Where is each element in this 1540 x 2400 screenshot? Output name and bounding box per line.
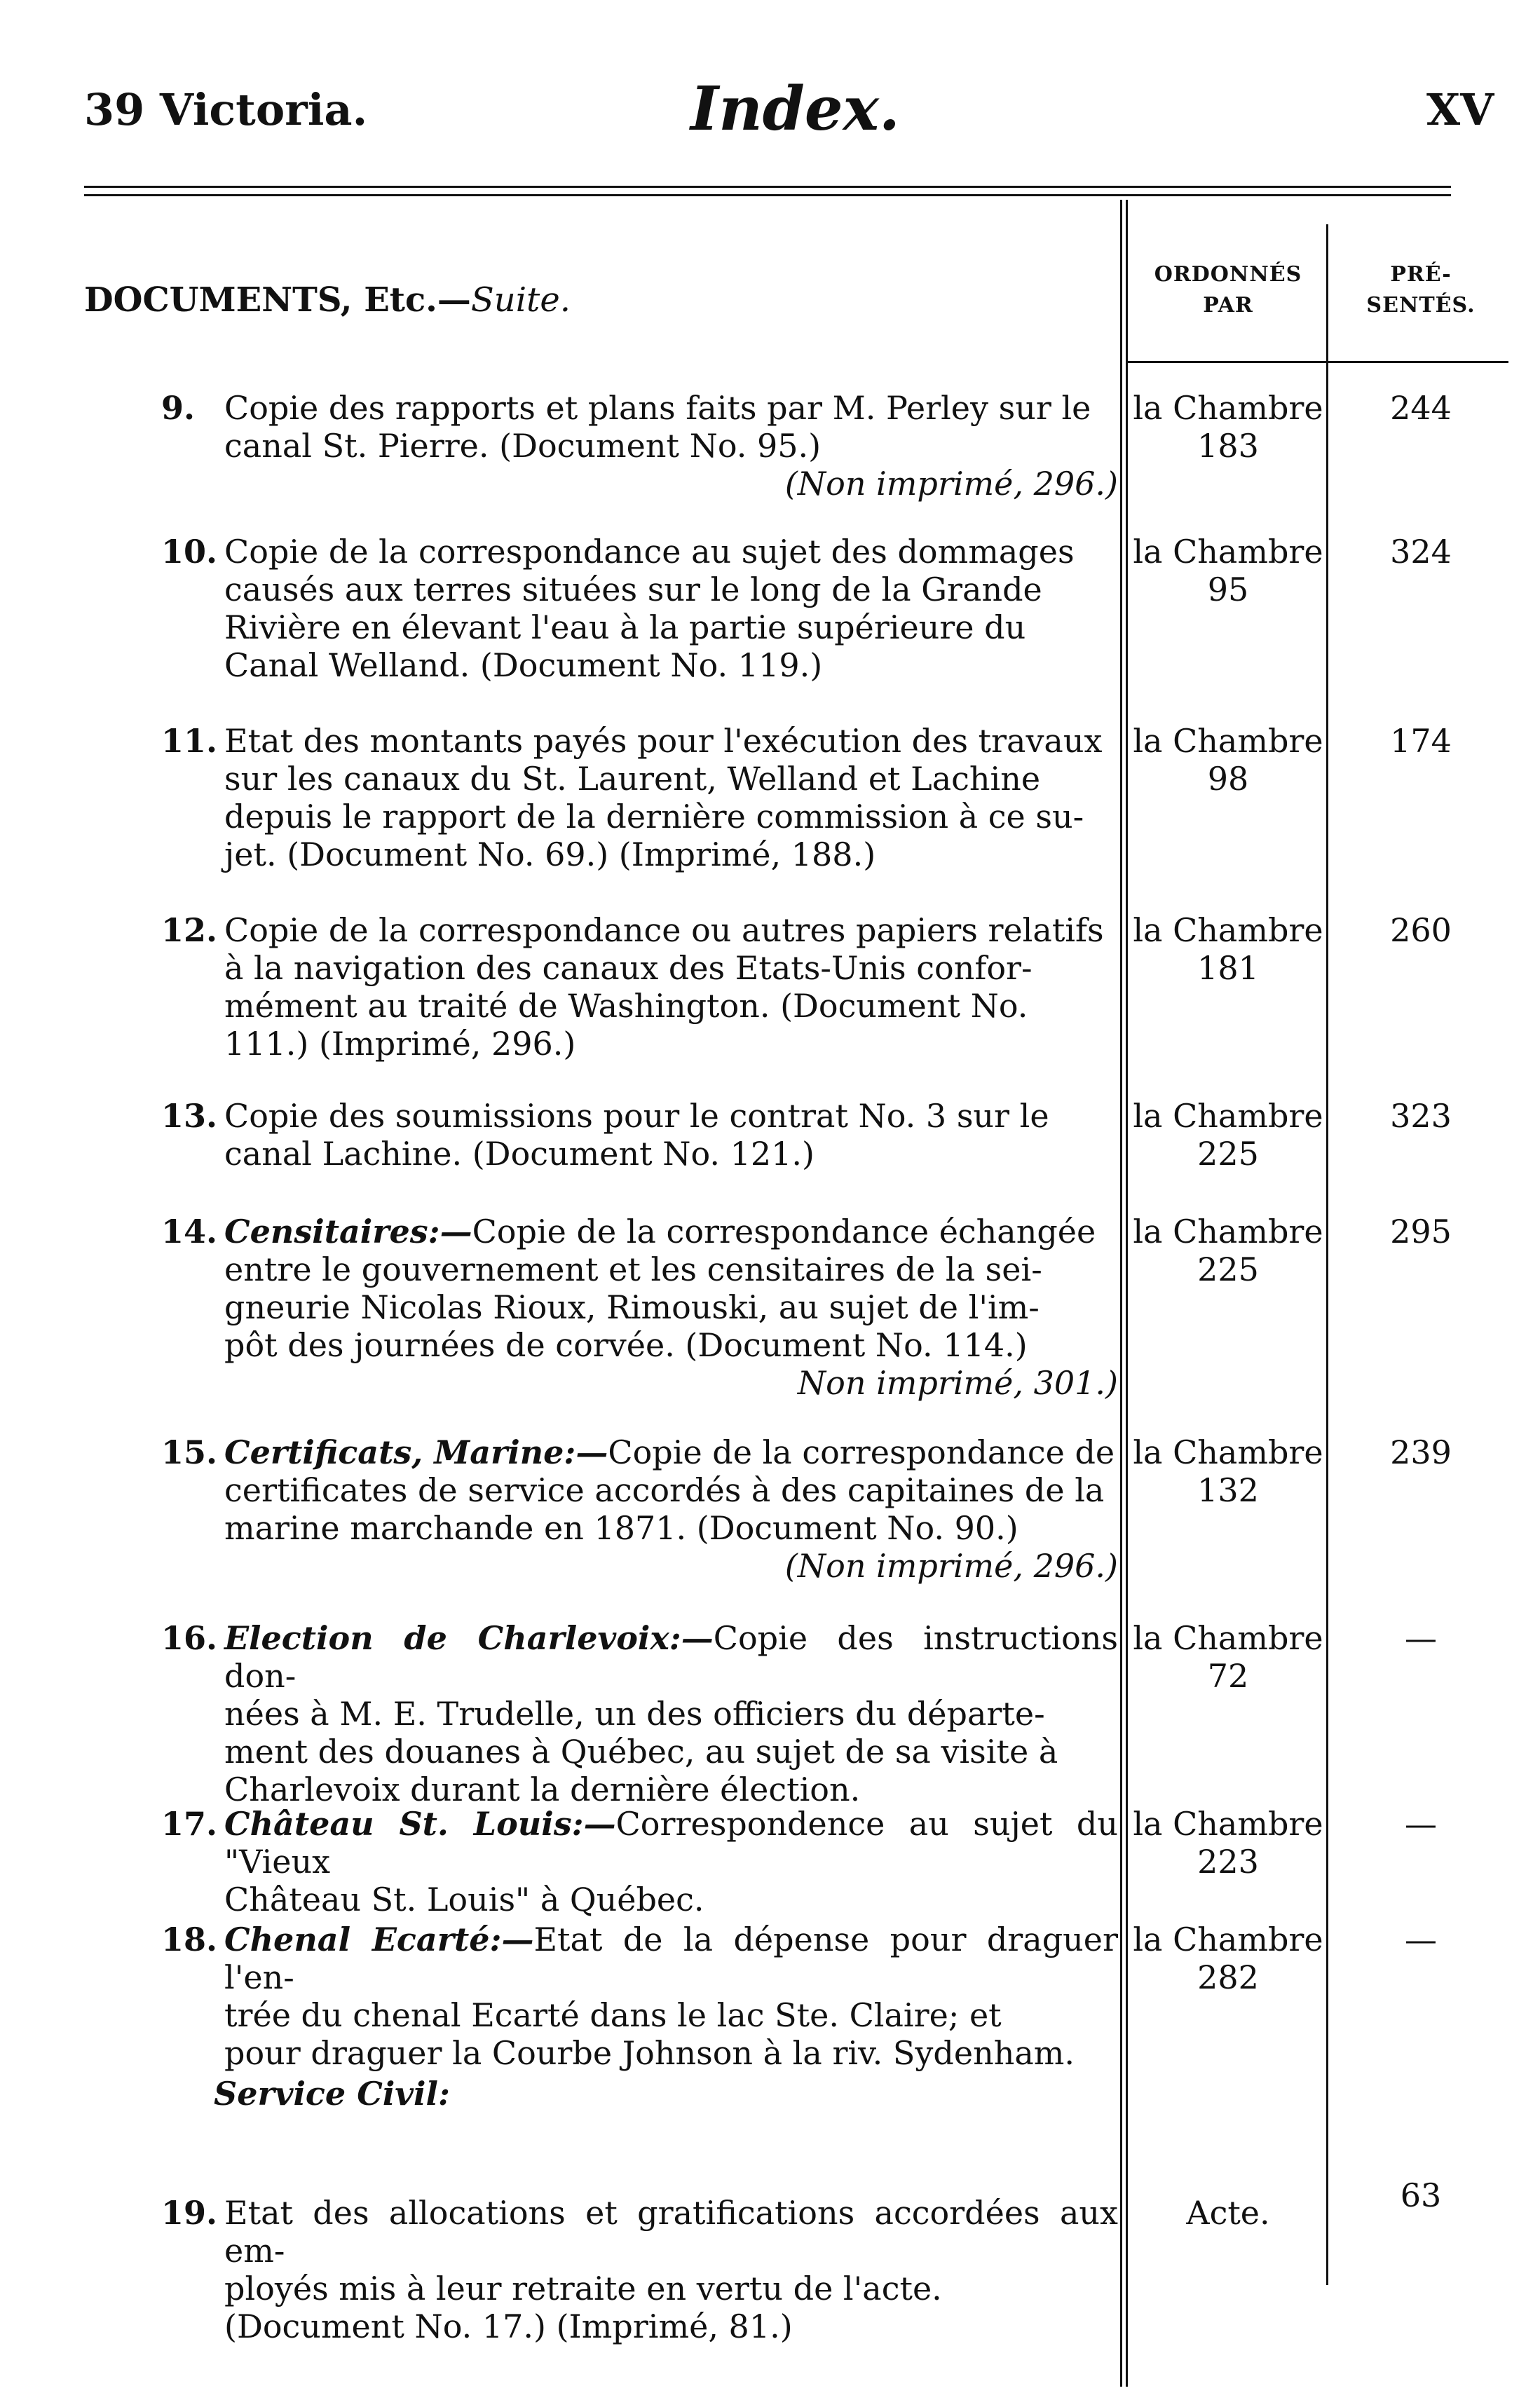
entry-text-line: à la navigation des canaux des Etats-Unis confor- [224,949,1033,987]
entry-text-line: Rivière en élevant l'eau à la partie supérieure du [224,608,1026,646]
entry-number: 11. [161,722,218,760]
entry-presented-number: 295 [1390,1213,1452,1250]
entry-presented-number: — [1405,1805,1437,1843]
entry-text-line [224,1619,1118,1695]
entry-text [224,2194,1118,2345]
section-title-suite: Suite. [470,280,571,320]
entry-number: 10. [161,533,218,571]
ordered-by-body: la Chambre [1133,1433,1323,1471]
entry-text-line: Copie des instructions don- [224,1619,1118,1695]
entry-text [224,1213,1118,1402]
entry-ordered-by [1130,389,1326,465]
column-header-presented [1333,259,1508,321]
entry-number: 12. [161,911,218,949]
ordered-by-body: la Chambre [1133,1097,1323,1135]
entry-presented-number: 244 [1390,389,1452,427]
entry-text [224,1097,1118,1173]
entry-text [224,389,1118,503]
entry-ordered-by [1130,1097,1326,1173]
entry-ordered-by [1130,722,1326,798]
ordered-by-number: 282 [1197,1958,1259,1996]
entry-text-line: causés aux terres situées sur le long de la Grande [224,571,1042,608]
entry-ordered-by [1130,2194,1326,2232]
ordered-by-number: 132 [1197,1471,1259,1509]
entry-text-line: certificates de service accordés à des capitaines de la [224,1471,1105,1509]
entry-presented-number: 323 [1390,1097,1452,1135]
ordered-by-body: la Chambre [1133,1921,1323,1958]
entry-ordered-by [1130,533,1326,608]
entry-text [224,1433,1118,1585]
entry-lead-heading: Censitaires:— [224,1213,472,1250]
entry-presented-number: — [1405,1619,1437,1657]
subheading-service-civil: Service Civil: [214,2075,450,2113]
entry-text-line [224,1433,1118,1471]
entry-number: 15. [161,1433,218,1471]
ordered-by-body: la Chambre [1133,1213,1323,1250]
entry-text-line: Copie de la correspondance échangée [472,1213,1096,1250]
entry-text-line [224,1213,1118,1250]
entry-ordered-by [1130,1433,1326,1509]
entry-number: 14. [161,1213,218,1250]
entry-number: 18. [161,1921,218,1958]
entry-ordered-by [1130,911,1326,987]
entry-text-line: ment des douanes à Québec, au sujet de sa visite à [224,1733,1058,1771]
column-header-rule [1126,361,1508,363]
entry-lead-heading: Château St. Louis:— [224,1805,616,1843]
entry-presented-number: 324 [1390,533,1452,571]
section-title-main: DOCUMENTS, Etc.— [84,280,471,320]
entry-text-line: Charlevoix durant la dernière élection. [224,1771,861,1808]
column-divider-right [1326,224,1328,2285]
entry-text-line: Etat de la dépense pour draguer l'en- [224,1921,1118,1996]
ordered-by-number: 72 [1207,1657,1249,1695]
page-number: XV [1426,84,1494,135]
ordered-by-body: Acte. [1186,2194,1270,2232]
column-header-ordered-by-line2: PAR [1203,293,1253,318]
entry-text-line: trée du chenal Ecarté dans le lac Ste. Claire; et [224,1996,1002,2034]
running-head-title: Index. [690,74,900,144]
section-title [84,280,571,320]
entry-text-line: Copie de la correspondance ou autres papiers relatifs [224,911,1104,949]
entry-text-line: ployés mis à leur retraite en vertu de l'acte. [224,2270,942,2307]
entry-text-line: nées à M. E. Trudelle, un des officiers du départe- [224,1695,1045,1733]
column-header-ordered-by [1130,259,1326,321]
entry-number: 9. [161,389,196,427]
ordered-by-number: 95 [1207,571,1249,608]
ordered-by-number: 223 [1197,1843,1259,1881]
entry-text [224,1805,1118,1918]
entry-reference: Non imprimé, 301.) [797,1364,1118,1402]
entry-number: 17. [161,1805,218,1843]
entry-text-line: entre le gouvernement et les censitaires de la sei- [224,1250,1042,1288]
entry-text-line [224,1921,1118,1996]
ordered-by-number: 183 [1197,427,1259,465]
entry-presented-number: — [1405,1921,1437,1958]
entry-text-line: 111.) (Imprimé, 296.) [224,1025,576,1063]
entry-text-line: marine marchande en 1871. (Document No. 90.) [224,1509,1018,1547]
ordered-by-body: la Chambre [1133,1619,1323,1657]
column-header-ordered-by-line1: ORDONNÉS [1154,262,1302,287]
entry-text-line: sur les canaux du St. Laurent, Welland et Lachine [224,760,1041,798]
entry-text [224,1921,1118,2072]
entry-text-line: Correspondence au sujet du "Vieux [224,1805,1119,1881]
entry-number: 19. [161,2194,218,2232]
entry-lead-heading: Chenal Ecarté:— [224,1921,534,1958]
entry-text-line: Canal Welland. (Document No. 119.) [224,646,823,684]
entry-text-line: Etat des allocations et gratifications accordées aux em- [224,2194,1118,2270]
entry-text [224,1619,1118,1808]
entry-reference: (Non imprimé, 296.) [784,465,1118,503]
entry-text-line: jet. (Document No. 69.) (Imprimé, 188.) [224,836,876,873]
entry-text-line: depuis le rapport de la dernière commission à ce su- [224,798,1084,836]
column-divider-left-double [1126,200,1128,2387]
header-rule-bottom [84,194,1451,196]
ordered-by-number: 98 [1207,760,1249,798]
entry-ordered-by [1130,1805,1326,1881]
ordered-by-number: 225 [1197,1135,1259,1173]
entry-text-line: gneurie Nicolas Rioux, Rimouski, au sujet de l'im- [224,1288,1040,1326]
ordered-by-body: la Chambre [1133,533,1323,571]
ordered-by-number: 181 [1197,949,1259,987]
ordered-by-body: la Chambre [1133,389,1323,427]
entry-text-line: Copie de la correspondance au sujet des dommages [224,533,1075,571]
column-header-presented-line2: SENTÉS. [1366,293,1476,318]
entry-presented-number: 239 [1390,1433,1452,1471]
entry-ordered-by [1130,1213,1326,1288]
column-divider-left [1120,200,1122,2387]
entry-ordered-by [1130,1619,1326,1695]
entry-text-line: Château St. Louis" à Québec. [224,1881,704,1918]
entry-text [224,722,1118,873]
entry-text-line: pôt des journées de corvée. (Document No. 114.) [224,1326,1028,1364]
entry-text-line: (Document No. 17.) (Imprimé, 81.) [224,2307,793,2345]
entry-number: 16. [161,1619,218,1657]
entry-text-line: Copie des rapports et plans faits par M. Perley sur le [224,389,1091,427]
entry-number: 13. [161,1097,218,1135]
ordered-by-number: 225 [1197,1250,1259,1288]
entry-text-line: Etat des montants payés pour l'exécution des travaux [224,722,1103,760]
running-head-left: 39 Victoria. [84,84,368,135]
ordered-by-body: la Chambre [1133,1805,1323,1843]
entry-text [224,911,1118,1063]
entry-presented-number: 174 [1390,722,1452,760]
header-rule-top [84,186,1451,188]
entry-presented-number: 63 [1400,2176,1442,2214]
entry-text-line: Copie des soumissions pour le contrat No. 3 sur le [224,1097,1049,1135]
entry-text-line: pour draguer la Courbe Johnson à la riv. Sydenham. [224,2034,1075,2072]
entry-text-line [224,1805,1118,1881]
entry-text [224,533,1118,684]
ordered-by-body: la Chambre [1133,722,1323,760]
entry-text-line: Copie de la correspondance de [608,1433,1115,1471]
column-header-presented-line1: PRÉ- [1390,262,1452,287]
entry-text-line: canal Lachine. (Document No. 121.) [224,1135,815,1173]
entry-lead-heading: Certificats, Marine:— [224,1433,608,1471]
entry-ordered-by [1130,1921,1326,1996]
entry-text-line: mément au traité de Washington. (Document No. [224,987,1028,1025]
entry-reference: (Non imprimé, 296.) [784,1547,1118,1585]
entry-lead-heading: Election de Charlevoix:— [224,1619,714,1657]
entry-presented-number: 260 [1390,911,1452,949]
entry-text-line: canal St. Pierre. (Document No. 95.) [224,427,822,465]
ordered-by-body: la Chambre [1133,911,1323,949]
